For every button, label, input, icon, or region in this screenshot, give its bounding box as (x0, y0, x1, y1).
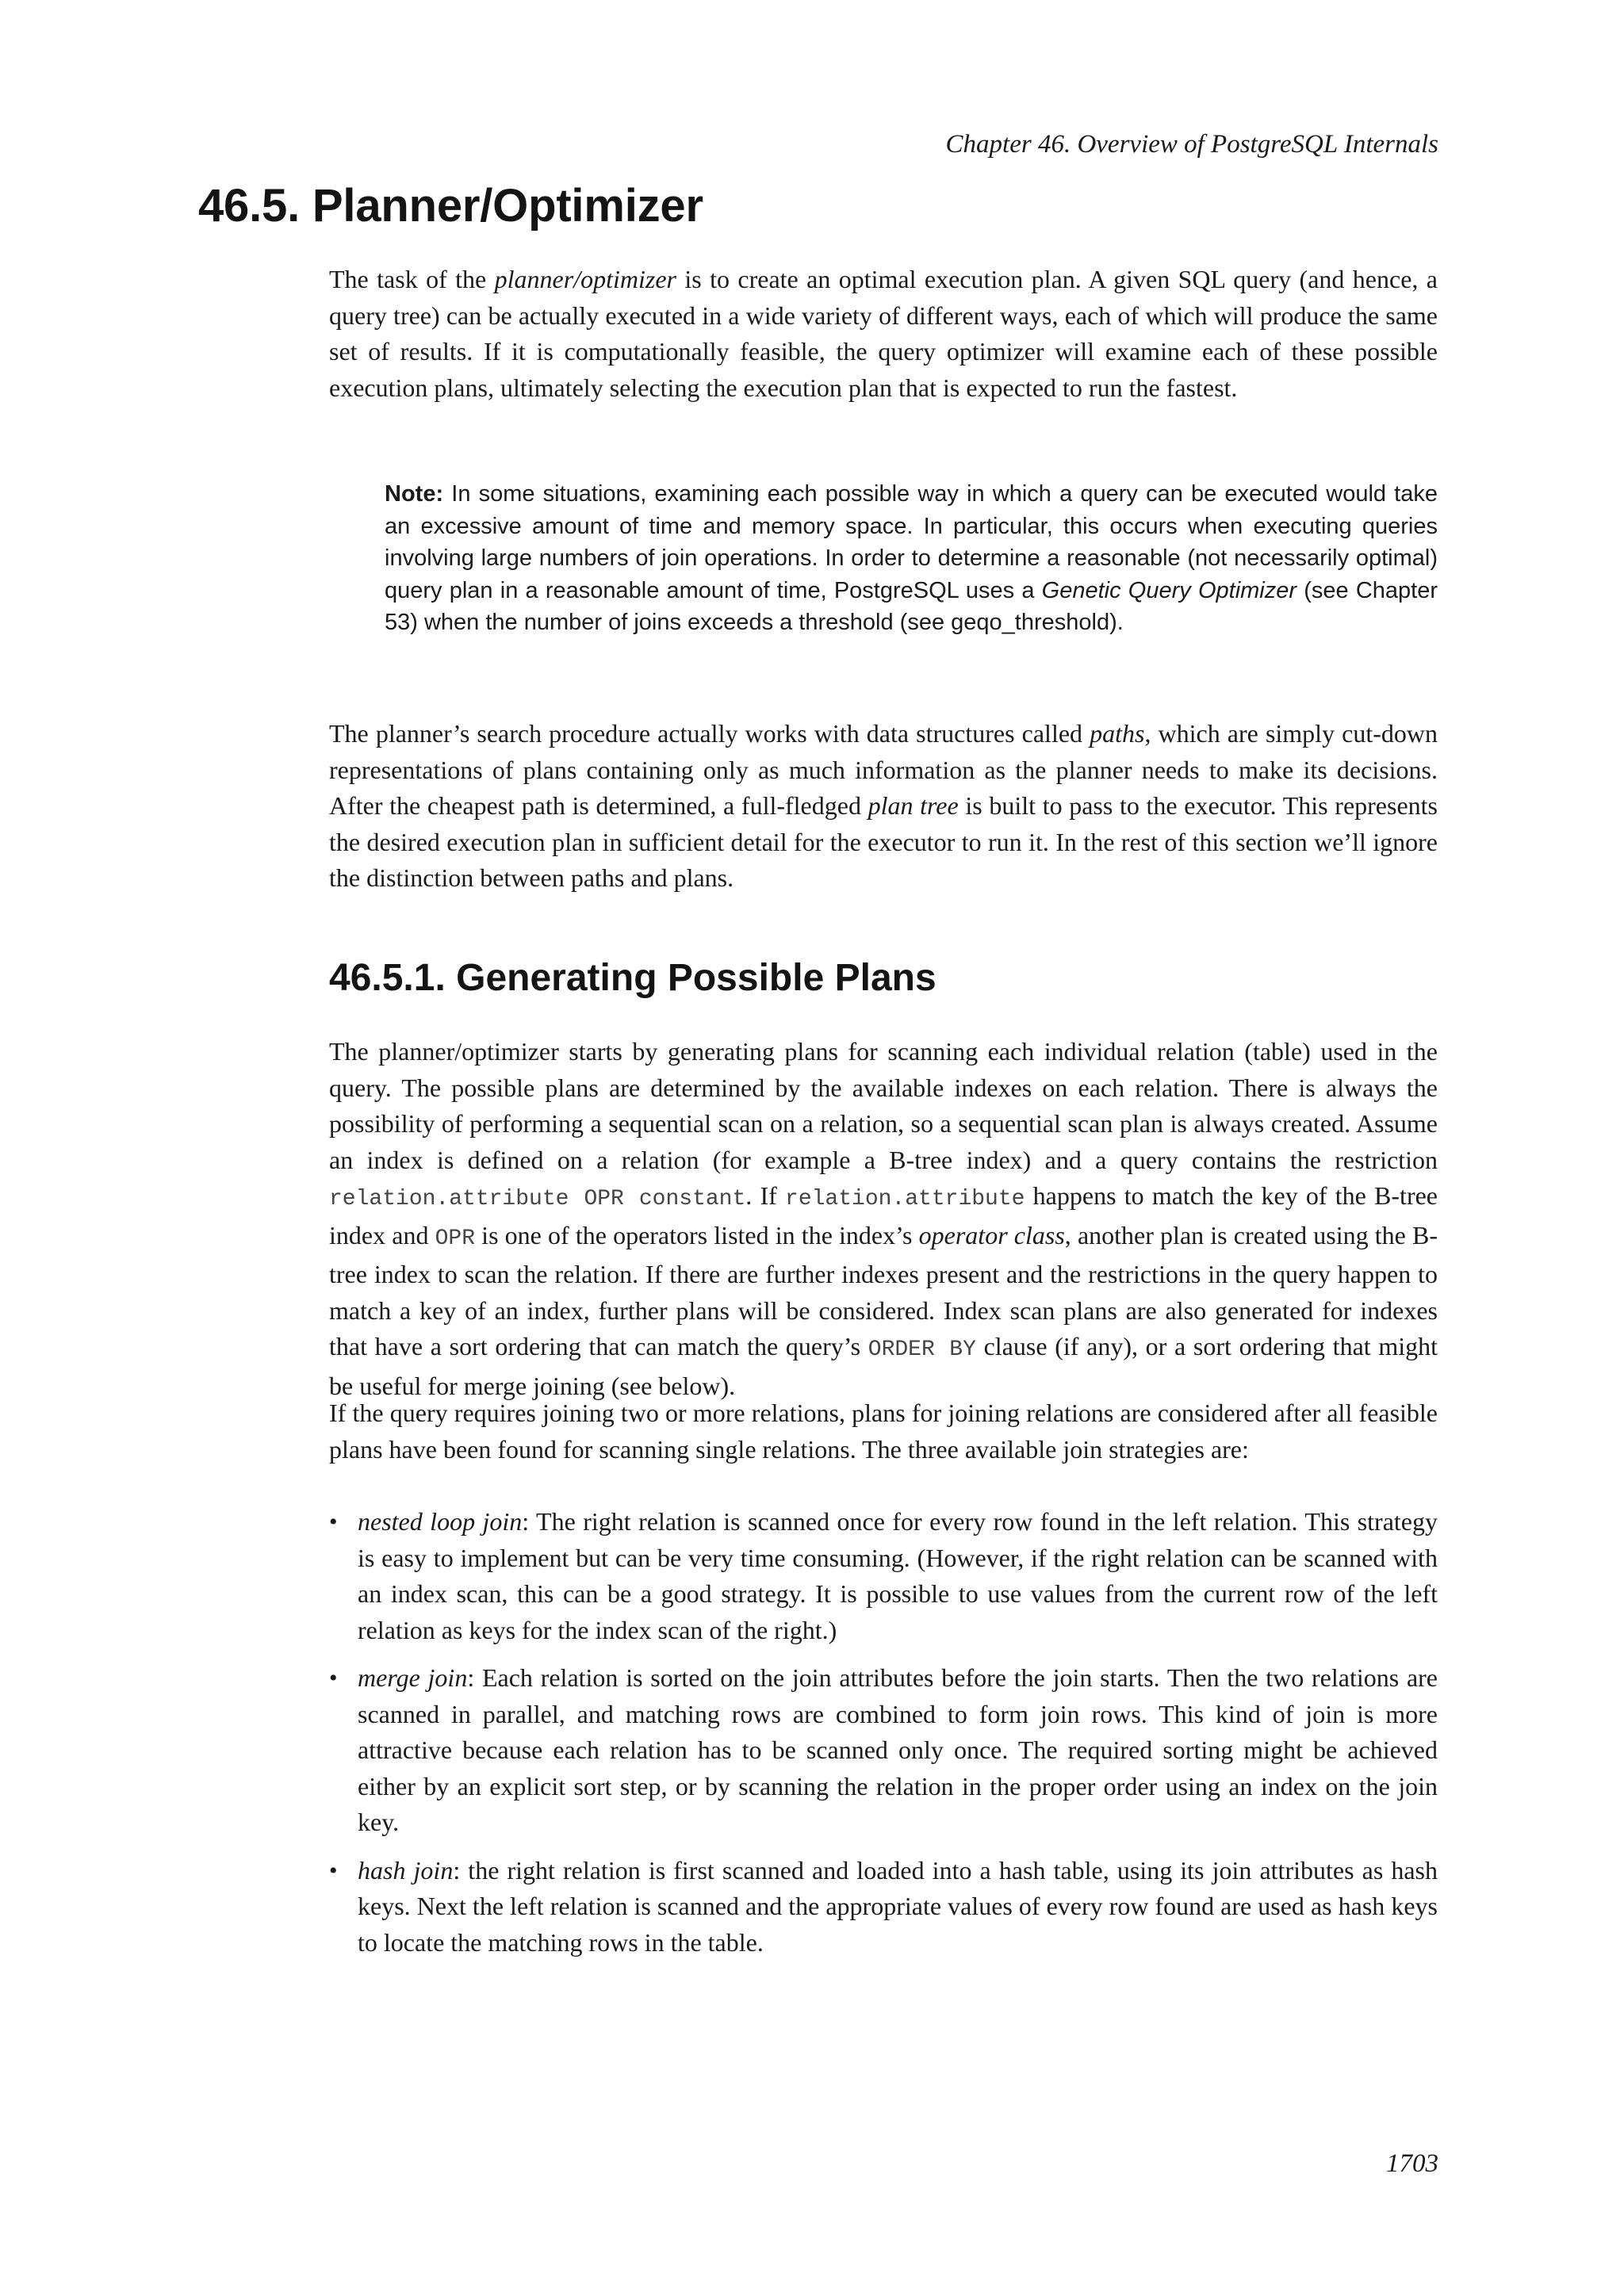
hash-join-text: : the right relation is first scanned and loaded into a hash table, using its join attributes as hash keys. Next the left relation is scanned and the appropriate values of every row found are used as hash keys to locate the matching rows in the table. (358, 1855, 1438, 1957)
plans-text-1: The planner/optimizer starts by generating plans for scanning each individual relation (table) used in the query. The possible plans are determined by the available indexes on each relation. There is always the possibility of performing a sequential scan on a relation, so a sequential scan plan is always created. Assume an index is defined on a relation (for example a B-tree index) and a query contains the restriction (329, 1037, 1438, 1174)
bullet-icon: • (329, 1509, 338, 1535)
nested-loop-text: : The right relation is scanned once for every row found in the left relation. This strategy is easy to implement but can be very time consuming. (However, if the right relation can be scanned with an index scan, this can be a good strategy. It is possible to use values from the current row of the left relation as keys for the index scan of the right.) (358, 1507, 1438, 1644)
section-title: 46.5. Planner/Optimizer (198, 180, 703, 232)
note-text-1: In some situations, examining each possible way in which a query can be executed would take an excessive amount of time and memory space. In particular, this occurs when executing queries involving large numbers of join operations. In order to determine a reasonable (not necessarily optimal) query plan in a reasonable amount of time, PostgreSQL uses a (385, 481, 1438, 603)
code-opr: OPR (435, 1226, 476, 1251)
intro-text-1: The task of the (329, 265, 495, 293)
bullet-icon: • (329, 1665, 338, 1691)
list-item-hash-join (329, 1853, 1438, 1961)
note-text-2: (see Chapter 53) when the number of joins exceeds a threshold (see geqo_threshold). (385, 577, 1438, 635)
hash-join-term: hash join (358, 1855, 454, 1885)
code-restriction: relation.attribute OPR constant (329, 1187, 746, 1211)
join-strategies-list (329, 1504, 1438, 1973)
list-item-nested-loop (329, 1504, 1438, 1648)
list-item-merge-join (329, 1660, 1438, 1841)
paths-paragraph (329, 716, 1438, 897)
join-intro-paragraph: If the query requires joining two or more relations, plans for joining relations are considered after all feasible plans have been found for scanning single relations. The three available join strategies are: (329, 1399, 1438, 1464)
code-relation-attribute: relation.attribute (785, 1187, 1025, 1211)
intro-text-2: is to create an optimal execution plan. A given SQL query (and hence, a query tree) can be actually executed in a wide variety of different ways, each of which will produce the same set of results. If it is computationally feasible, the query optimizer will examine each of these possible execution plans, ultimately selecting the execution plan that is expected to run the fastest. (329, 265, 1438, 402)
plans-text-6: clause (if any), or a sort ordering that might be useful for merge joining (see below). (329, 1332, 1438, 1400)
code-order-by: ORDER BY (868, 1337, 976, 1362)
intro-term-planner: planner/optimizer (494, 265, 676, 293)
plans-text-2: . If (745, 1181, 786, 1210)
paths-text-1: The planner’s search procedure actually works with data structures called (329, 719, 1090, 748)
plan-tree-term: plan tree (868, 791, 959, 820)
page-number: 1703 (1386, 2149, 1438, 2178)
running-header: Chapter 46. Overview of PostgreSQL Internals (945, 130, 1438, 159)
note-label: Note: (385, 481, 444, 507)
merge-join-term: merge join (358, 1663, 468, 1692)
note-term-geqo: Genetic Query Optimizer (1041, 577, 1297, 603)
paths-text-3: is built to pass to the executor. This represents the desired execution plan in sufficient detail for the executor to run it. In the rest of this section we’ll ignore the distinction between paths and plans. (329, 791, 1438, 892)
plans-text-5: , another plan is created using the B-tree index to scan the relation. If there are further indexes present and the restrictions in the query happen to match a key of an index, further plans will be considered. Index scan plans are also generated for indexes that have a sort ordering that can match the query’s (329, 1220, 1438, 1360)
plans-paragraph (329, 1034, 1438, 1404)
plans-text-3: happens to match the key of the B-tree index and (329, 1181, 1438, 1249)
nested-loop-term: nested loop join (358, 1507, 523, 1536)
subsection-title: 46.5.1. Generating Possible Plans (329, 957, 936, 999)
bullet-icon: • (329, 1857, 338, 1884)
plans-text-4: is one of the operators listed in the index’s (475, 1220, 919, 1249)
operator-class-term: operator class (918, 1220, 1065, 1249)
note-block (385, 478, 1438, 639)
merge-join-text: : Each relation is sorted on the join attributes before the join starts. Then the two relations are scanned in parallel, and matching rows are combined to form join rows. This kind of join is more attractive because each relation has to be scanned only once. The required sorting might be achieved either by an explicit sort step, or by scanning the relation in the proper order using an index on the join key. (358, 1663, 1438, 1836)
paths-term: paths (1090, 719, 1145, 748)
intro-paragraph (329, 262, 1438, 406)
paths-text-2: , which are simply cut-down representations of plans containing only as much information as the planner needs to make its decisions. After the cheapest path is determined, a full-fledged (329, 719, 1438, 820)
